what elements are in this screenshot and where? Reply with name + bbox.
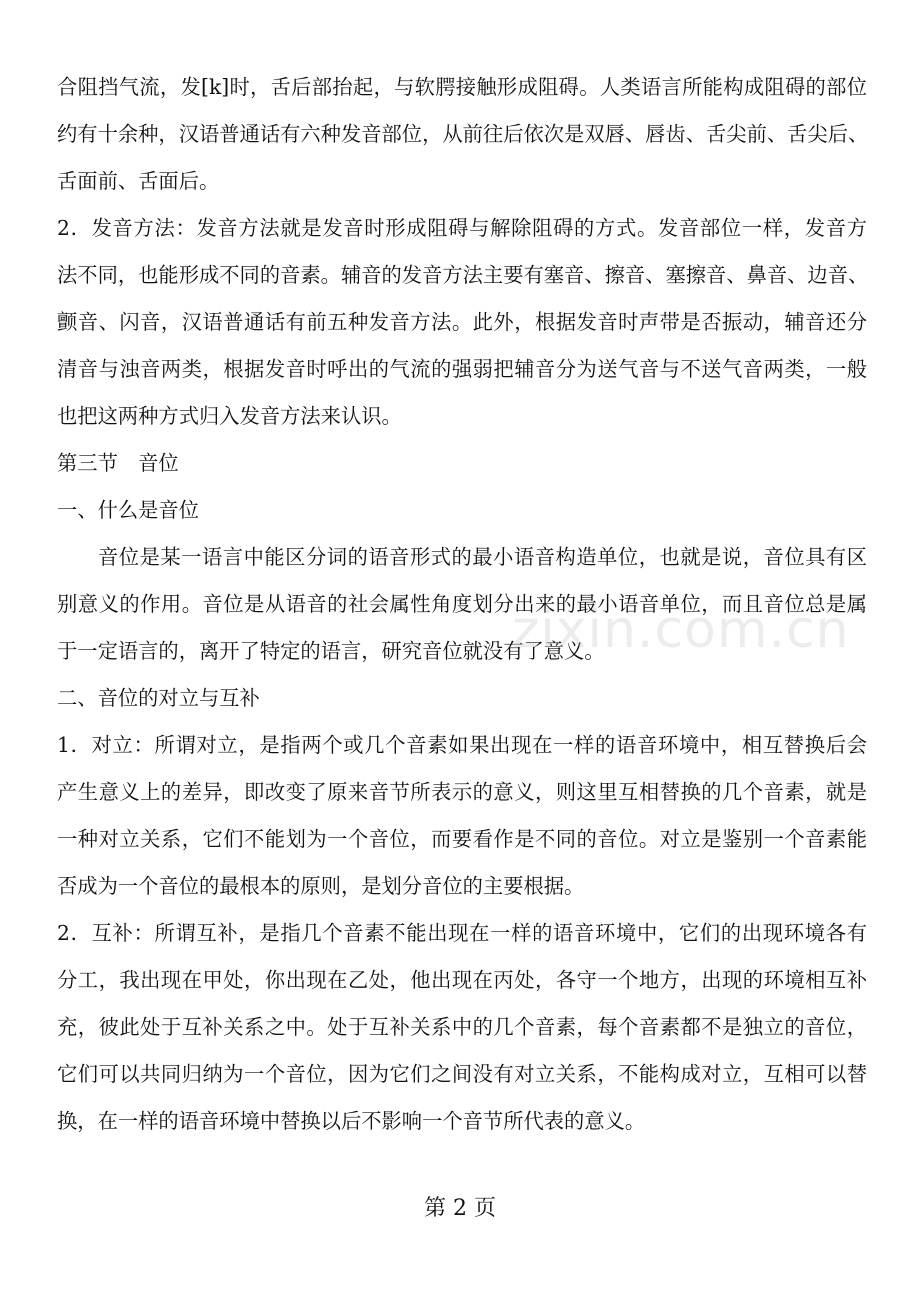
paragraph-line: 别意义的作用。音位是从语音的社会属性角度划分出来的最小语音单位，而且音位总是属 bbox=[57, 592, 867, 616]
paragraph-line: 法不同，也能形成不同的音素。辅音的发音方法主要有塞音、擦音、塞擦音、鼻音、边音、 bbox=[57, 263, 869, 287]
paragraph-line: 清音与浊音两类，根据发音时呼出的气流的强弱把辅音分为送气音与不送气音两类，一般 bbox=[57, 357, 867, 381]
paragraph-line: 2．互补：所谓互补，是指几个音素不能出现在一样的语音环境中，它们的出现环境各有 bbox=[57, 921, 867, 945]
paragraph-line: 它们可以共同归纳为一个音位，因为它们之间没有对立关系，不能构成对立，互相可以替 bbox=[57, 1062, 867, 1086]
paragraph-line: 音位是某一语言中能区分词的语音形式的最小语音构造单位，也就是说，音位具有区 bbox=[98, 545, 867, 569]
page-number: 第 2 页 bbox=[424, 1196, 496, 1221]
paragraph-line: 充，彼此处于互补关系之中。处于互补关系中的几个音素，每个音素都不是独立的音位， bbox=[57, 1015, 867, 1039]
section-heading: 第三节 音位 bbox=[57, 451, 179, 475]
document-body bbox=[57, 64, 867, 1145]
paragraph-line: 颤音、闪音，汉语普通话有前五种发音方法。此外，根据发音时声带是否振动，辅音还分 bbox=[57, 310, 867, 334]
paragraph-line: 否成为一个音位的最根本的原则，是划分音位的主要根据。 bbox=[57, 874, 585, 898]
watermark: zixin.com.cn bbox=[512, 600, 850, 660]
paragraph-line: 合阻挡气流，发[k]时，舌后部抬起，与软腭接触形成阻碍。人类语言所能构成阻碍的部位 bbox=[57, 75, 867, 99]
paragraph-line: 1．对立：所谓对立，是指两个或几个音素如果出现在一样的语音环境中，相互替换后会 bbox=[57, 733, 867, 757]
paragraph-line: 分工，我出现在甲处，你出现在乙处，他出现在丙处，各守一个地方，出现的环境相互补 bbox=[57, 968, 867, 992]
paragraph-line: 舌面前、舌面后。 bbox=[57, 169, 220, 193]
paragraph-line: 于一定语言的，离开了特定的语言，研究音位就没有了意义。 bbox=[57, 639, 605, 663]
paragraph-line: 约有十余种，汉语普通话有六种发音部位，从前往后依次是双唇、唇齿、舌尖前、舌尖后、 bbox=[57, 122, 869, 146]
subsection-heading: 二、音位的对立与互补 bbox=[57, 686, 260, 710]
paragraph-line: 一种对立关系，它们不能划为一个音位，而要看作是不同的音位。对立是鉴别一个音素能 bbox=[57, 827, 867, 851]
paragraph-line: 产生意义上的差异，即改变了原来音节所表示的意义，则这里互相替换的几个音素，就是 bbox=[57, 780, 867, 804]
subsection-heading: 一、什么是音位 bbox=[57, 498, 199, 522]
paragraph-line: 也把这两种方式归入发音方法来认识。 bbox=[57, 404, 402, 428]
paragraph-line: 换，在一样的语音环境中替换以后不影响一个音节所代表的意义。 bbox=[57, 1109, 646, 1133]
paragraph-line: 2．发音方法：发音方法就是发音时形成阻碍与解除阻碍的方式。发音部位一样，发音方 bbox=[57, 216, 867, 240]
